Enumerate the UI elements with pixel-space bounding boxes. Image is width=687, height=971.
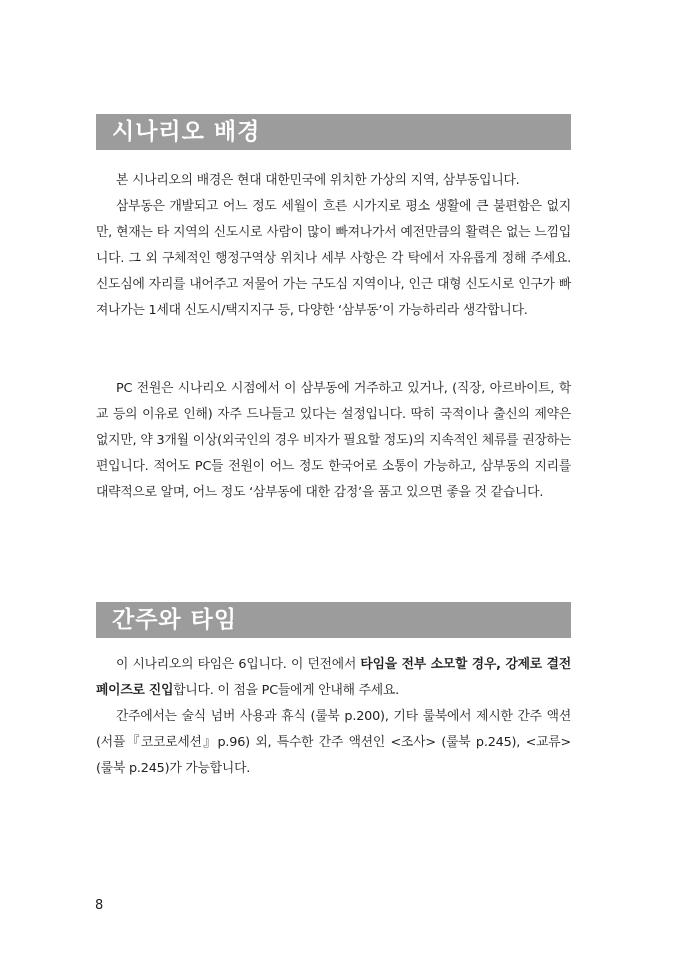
paragraph: 삼부동은 개발되고 어느 정도 세월이 흐른 시가지로 평소 생활에 큰 불편함은 없지만, 현재는 타 지역의 신도시로 사람이 많이 빠져나가서 예전만큼의 활력은 없는 느낌입니다. 그 외 구체적인 행정구역상 위치나 세부 사항은 각 탁에서 자유롭게 정해 주세요. 신도심에 자리를 내어주고 저물어 가는 구도심 지역이나, 인근 대형 신도시로 인구가 빠져나가는 1세대 신도시/택지지구 등, 다양한 ‘삼부동’이 가능하리라 생각합니다. xyxy=(96,199,571,318)
section-heading-banner xyxy=(96,114,571,150)
paragraph: 간주에서는 술식 넘버 사용과 휴식 (룰북 p.200), 기타 룰북에서 제시한 간주 액션 (서플『코코로세션』p.96) 외, 특수한 간주 액션인 <조사> (룰북 p.245), <교류> (룰북 p.245)가 가능합니다. xyxy=(96,709,571,776)
text-run: 합니다. 이 점을 PC들에게 안내해 주세요. xyxy=(173,683,399,698)
paragraph: PC 전원은 시나리오 시점에서 이 삼부동에 거주하고 있거나, (직장, 아르바이트, 학교 등의 이유로 인해) 자주 드나들고 있다는 설정입니다. 딱히 국적이나 출신의 제약은 없지만, 약 3개월 이상(외국인의 경우 비자가 필요할 정도)의 지속적인 체류를 권장하는 편입니다. 적어도 PC들 전원이 어느 정도 한국어로 소통이 가능하고, 삼부동의 지리를 대략적으로 알며, 어느 정도 ‘삼부동에 대한 감정’을 품고 있으면 좋을 것 같습니다. xyxy=(96,381,571,500)
page-number: 8 xyxy=(95,898,104,913)
section-title: 시나리오 배경 xyxy=(112,118,261,145)
section-title: 간주와 타임 xyxy=(112,606,238,633)
bold-emphasis: 타임을 전부 소모할 경우, 강제로 결전 페이즈로 진입 xyxy=(96,657,571,698)
section-body xyxy=(96,652,571,782)
paragraph: 본 시나리오의 배경은 현대 대한민국에 위치한 가상의 지역, 삼부동입니다. xyxy=(116,173,520,188)
paragraph xyxy=(96,652,571,704)
section-body xyxy=(96,168,571,506)
text-run: 이 시나리오의 타임은 6입니다. 이 던전에서 xyxy=(116,657,361,672)
section-heading-banner xyxy=(96,602,571,638)
